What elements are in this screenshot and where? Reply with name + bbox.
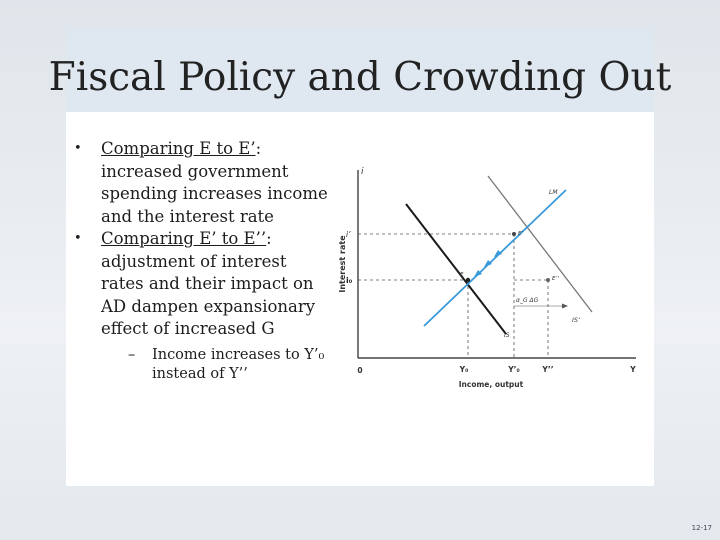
tick-y-prime0: Y’₀ [508,365,520,374]
bullet-list [72,138,332,384]
is-prime-label: IS’ [572,316,581,324]
point-e [466,278,470,282]
origin-label: 0 [357,366,363,375]
bullet-1-text: : increased government spending increases income and the interest rate [101,139,328,226]
lm-label: LM [549,189,558,196]
tick-y: Y [630,365,636,374]
bullet-2-underlined: Comparing E’ to E’’ [101,229,267,248]
sub-bullet [72,346,332,384]
label-e-double-prime: E’’ [552,276,559,282]
tick-y0: Y₀ [459,365,469,374]
point-e-double-prime [546,278,550,282]
label-e: E [460,272,464,278]
islm-diagram [336,162,646,392]
bullet-dot-icon: • [74,231,82,246]
slide-number: 12-17 [691,524,712,532]
bullet-item-2 [72,228,332,341]
slide-title: Fiscal Policy and Crowding Out [48,55,672,100]
x-axis-label: Income, output [458,380,524,389]
shift-label: α_G ΔG [516,297,539,304]
tick-i0: i₀ [346,276,353,285]
dash-icon: – [128,346,136,363]
tick-i-prime: i’ [346,230,351,239]
sub-bullet-text: Income increases to Y’₀ instead of Y’’ [152,346,325,382]
bullet-item-1 [72,138,332,228]
is-label: IS [504,332,510,339]
bullet-dot-icon: • [74,141,82,156]
bullet-2-text: : adjustment of interest rates and their impact on AD dampen expansionary effect of increased G [101,229,316,338]
tick-y-double-prime: Y’’ [542,365,554,374]
bullet-1-underlined: Comparing E to E’ [101,139,256,158]
label-e-prime: E’ [518,231,524,237]
y-axis-label: Interest rate [338,235,347,293]
y-axis-symbol: i [361,167,364,177]
point-e-prime [512,232,516,236]
